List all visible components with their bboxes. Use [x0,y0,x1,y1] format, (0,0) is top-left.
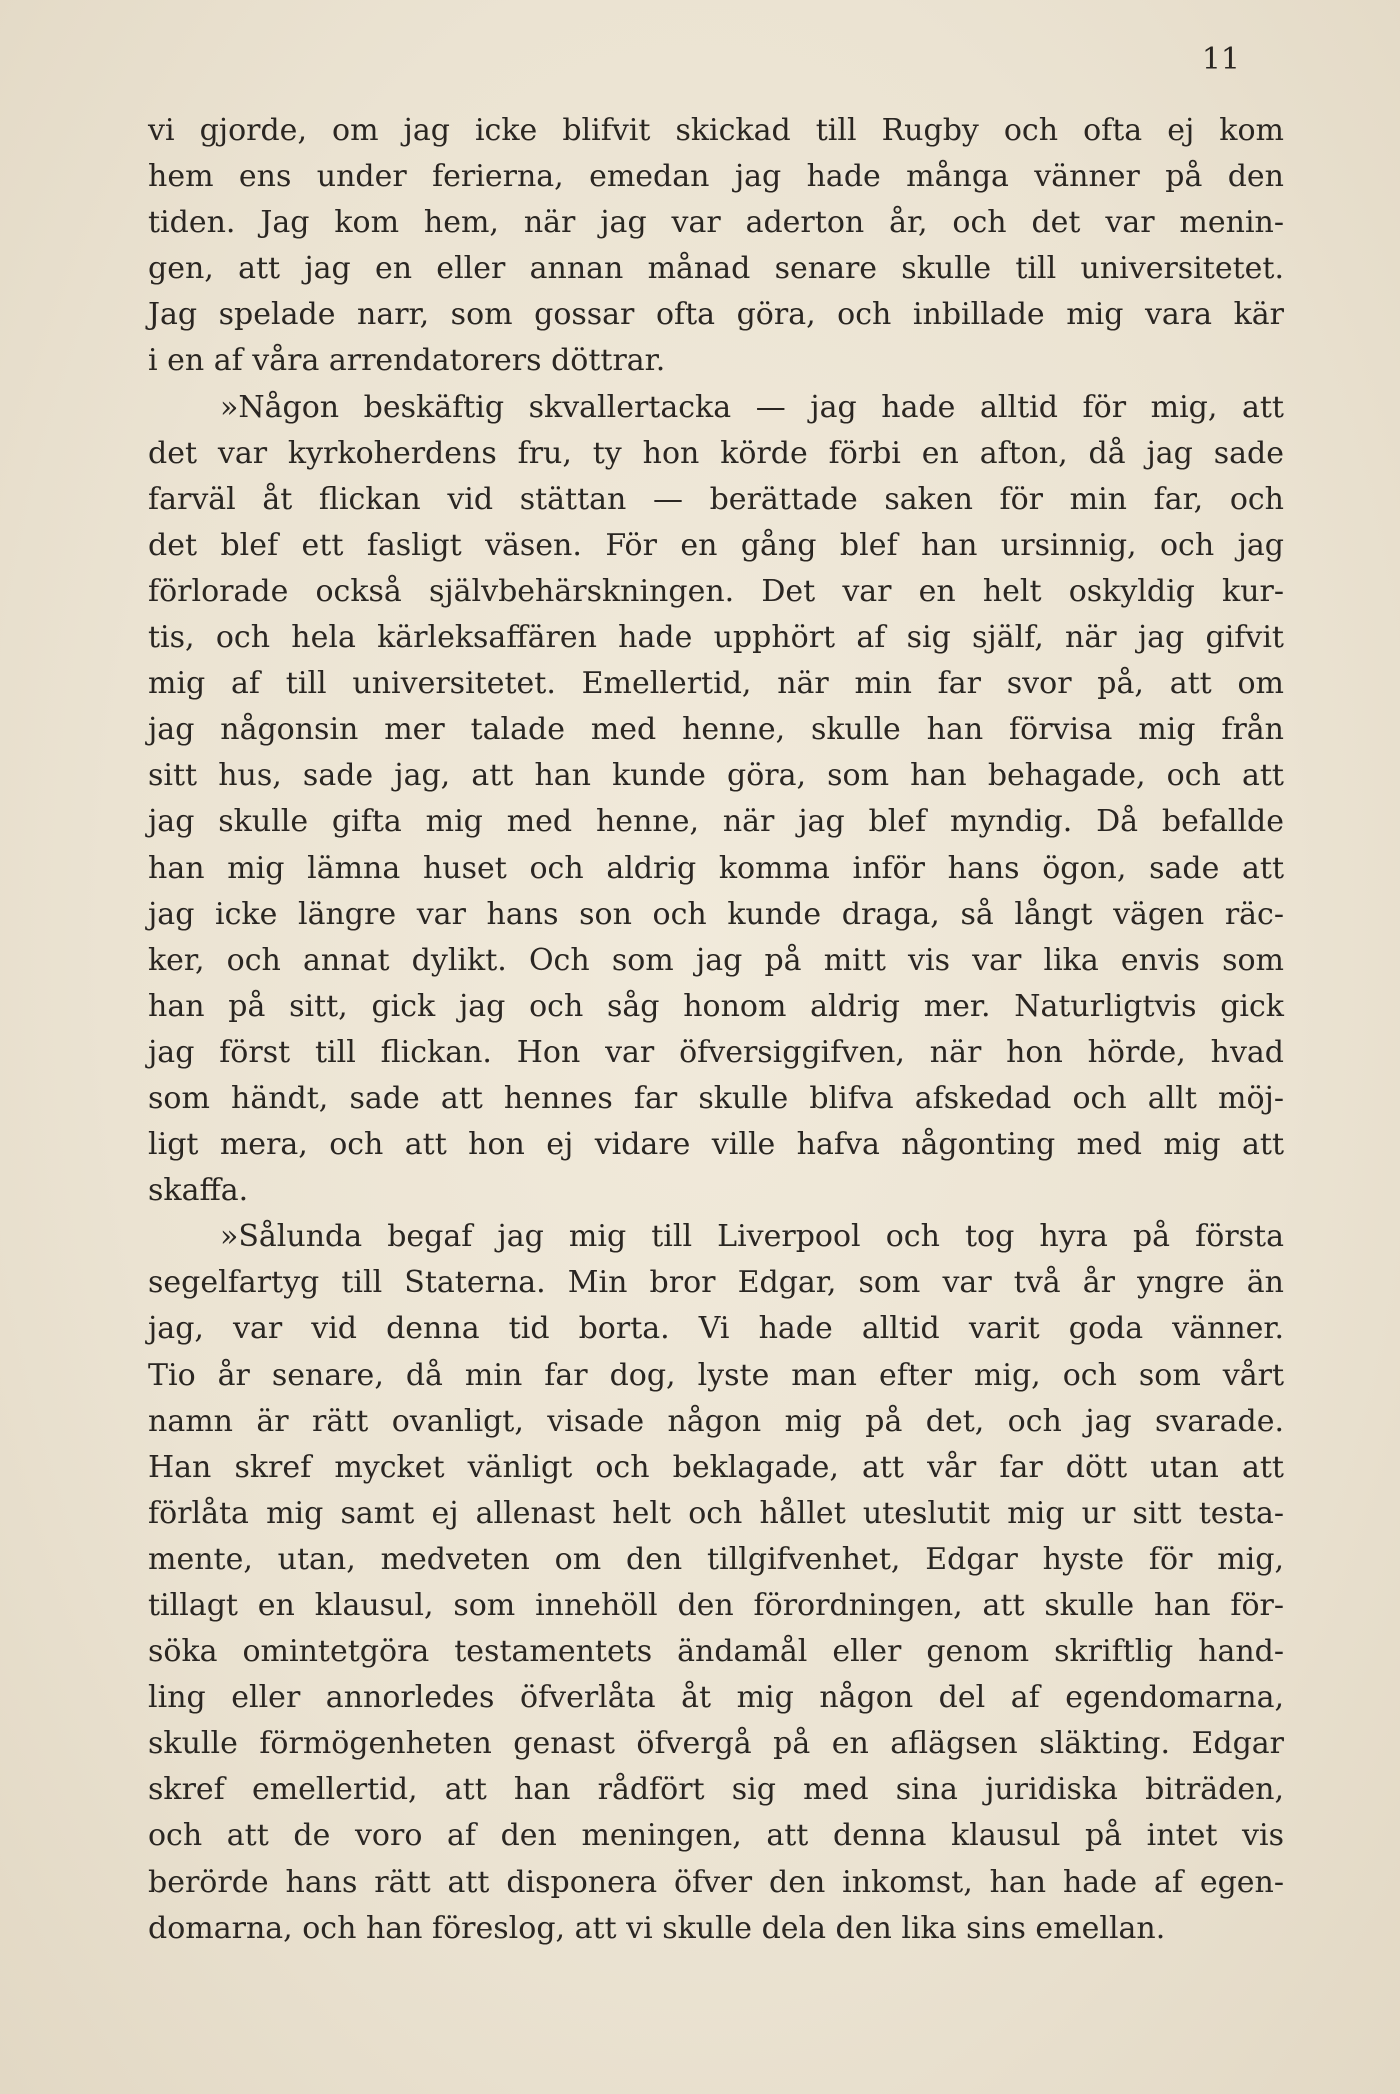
text-line: tiden. Jag kom hem, när jag var aderton år, och det var menin- [148,205,1284,241]
text-line: farväl åt flickan vid stättan — berättade saken för min far, och [148,481,1284,517]
text-line: berörde hans rätt att disponera öfver den inkomst, han hade af egen- [148,1864,1284,1900]
text-line: gen, att jag en eller annan månad senare skulle till universitetet. [148,251,1284,287]
text-line: segelfartyg till Staterna. Min bror Edgar, som var två år yngre än [148,1265,1284,1301]
text-line: mig af till universitetet. Emellertid, när min far svor på, att om [148,666,1284,702]
text-line: söka omintetgöra testamentets ändamål eller genom skriftlig hand- [148,1634,1284,1670]
text-line: vi gjorde, om jag icke blifvit skickad till Rugby och ofta ej kom [148,113,1284,148]
text-line: »Sålunda begaf jag mig till Liverpool och tog hyra på första [220,1219,1284,1255]
text-line: det var kyrkoherdens fru, ty hon körde förbi en afton, då jag sade [148,435,1284,471]
text-line: hem ens under ferierna, emedan jag hade många vänner på den [148,159,1284,195]
text-line: Tio år senare, då min far dog, lyste man efter mig, och som vårt [148,1357,1284,1393]
text-line: domarna, och han föreslog, att vi skulle dela den lika sins emellan. [148,1910,1166,1946]
text-line: tis, och hela kärleksaffären hade upphört af sig själf, när jag gifvit [148,620,1284,656]
text-line: det blef ett fasligt väsen. För en gång blef han ursinnig, och jag [148,527,1284,563]
text-line: jag icke längre var hans son och kunde draga, så långt vägen räc- [148,896,1284,932]
page-number: 11 [1201,42,1240,77]
text-line: namn är rätt ovanligt, visade någon mig på det, och jag svarade. [148,1403,1284,1439]
body-text [148,108,1284,1952]
text-line: som händt, sade att hennes far skulle blifva afskedad och allt möj- [148,1080,1284,1116]
text-line: han på sitt, gick jag och såg honom aldrig mer. Naturligtvis gick [148,988,1284,1024]
text-line: ling eller annorledes öfverlåta åt mig någon del af egendomarna, [148,1680,1284,1716]
text-line: han mig lämna huset och aldrig komma inför hans ögon, sade att [148,850,1284,886]
text-line: förlorade också självbehärskningen. Det var en helt oskyldig kur- [148,573,1284,609]
text-line: skref emellertid, att han rådfört sig med sina juridiska biträden, [148,1772,1284,1808]
text-line: förlåta mig samt ej allenast helt och hållet uteslutit mig ur sitt testa- [148,1495,1284,1531]
text-line: jag någonsin mer talade med henne, skulle han förvisa mig från [148,712,1284,748]
text-line: och att de voro af den meningen, att denna klausul på intet vis [148,1818,1284,1854]
text-line: skulle förmögenheten genast öfvergå på en aflägsen släkting. Edgar [148,1726,1284,1762]
text-line: skaffa. [148,1173,249,1209]
text-line: jag först till flickan. Hon var öfversiggifven, när hon hörde, hvad [148,1034,1284,1070]
text-line: mente, utan, medveten om den tillgifvenhet, Edgar hyste för mig, [148,1541,1284,1577]
text-line: Han skref mycket vänligt och beklagade, att vår far dött utan att [148,1449,1284,1485]
text-line: Jag spelade narr, som gossar ofta göra, och inbillade mig vara kär [148,297,1284,333]
text-line: jag, var vid denna tid borta. Vi hade alltid varit goda vänner. [148,1311,1284,1347]
text-line: ligt mera, och att hon ej vidare ville hafva någonting med mig att [148,1127,1284,1163]
text-line: sitt hus, sade jag, att han kunde göra, som han behagade, och att [148,758,1284,794]
text-line: i en af våra arrendatorers döttrar. [148,343,666,379]
text-line: »Någon beskäftig skvallertacka — jag hade alltid för mig, att [220,389,1284,425]
text-line: tillagt en klausul, som innehöll den förordningen, att skulle han för- [148,1588,1284,1623]
text-line: ker, och annat dylikt. Och som jag på mitt vis var lika envis som [148,942,1284,978]
text-line: jag skulle gifta mig med henne, när jag blef myndig. Då befallde [148,804,1284,840]
